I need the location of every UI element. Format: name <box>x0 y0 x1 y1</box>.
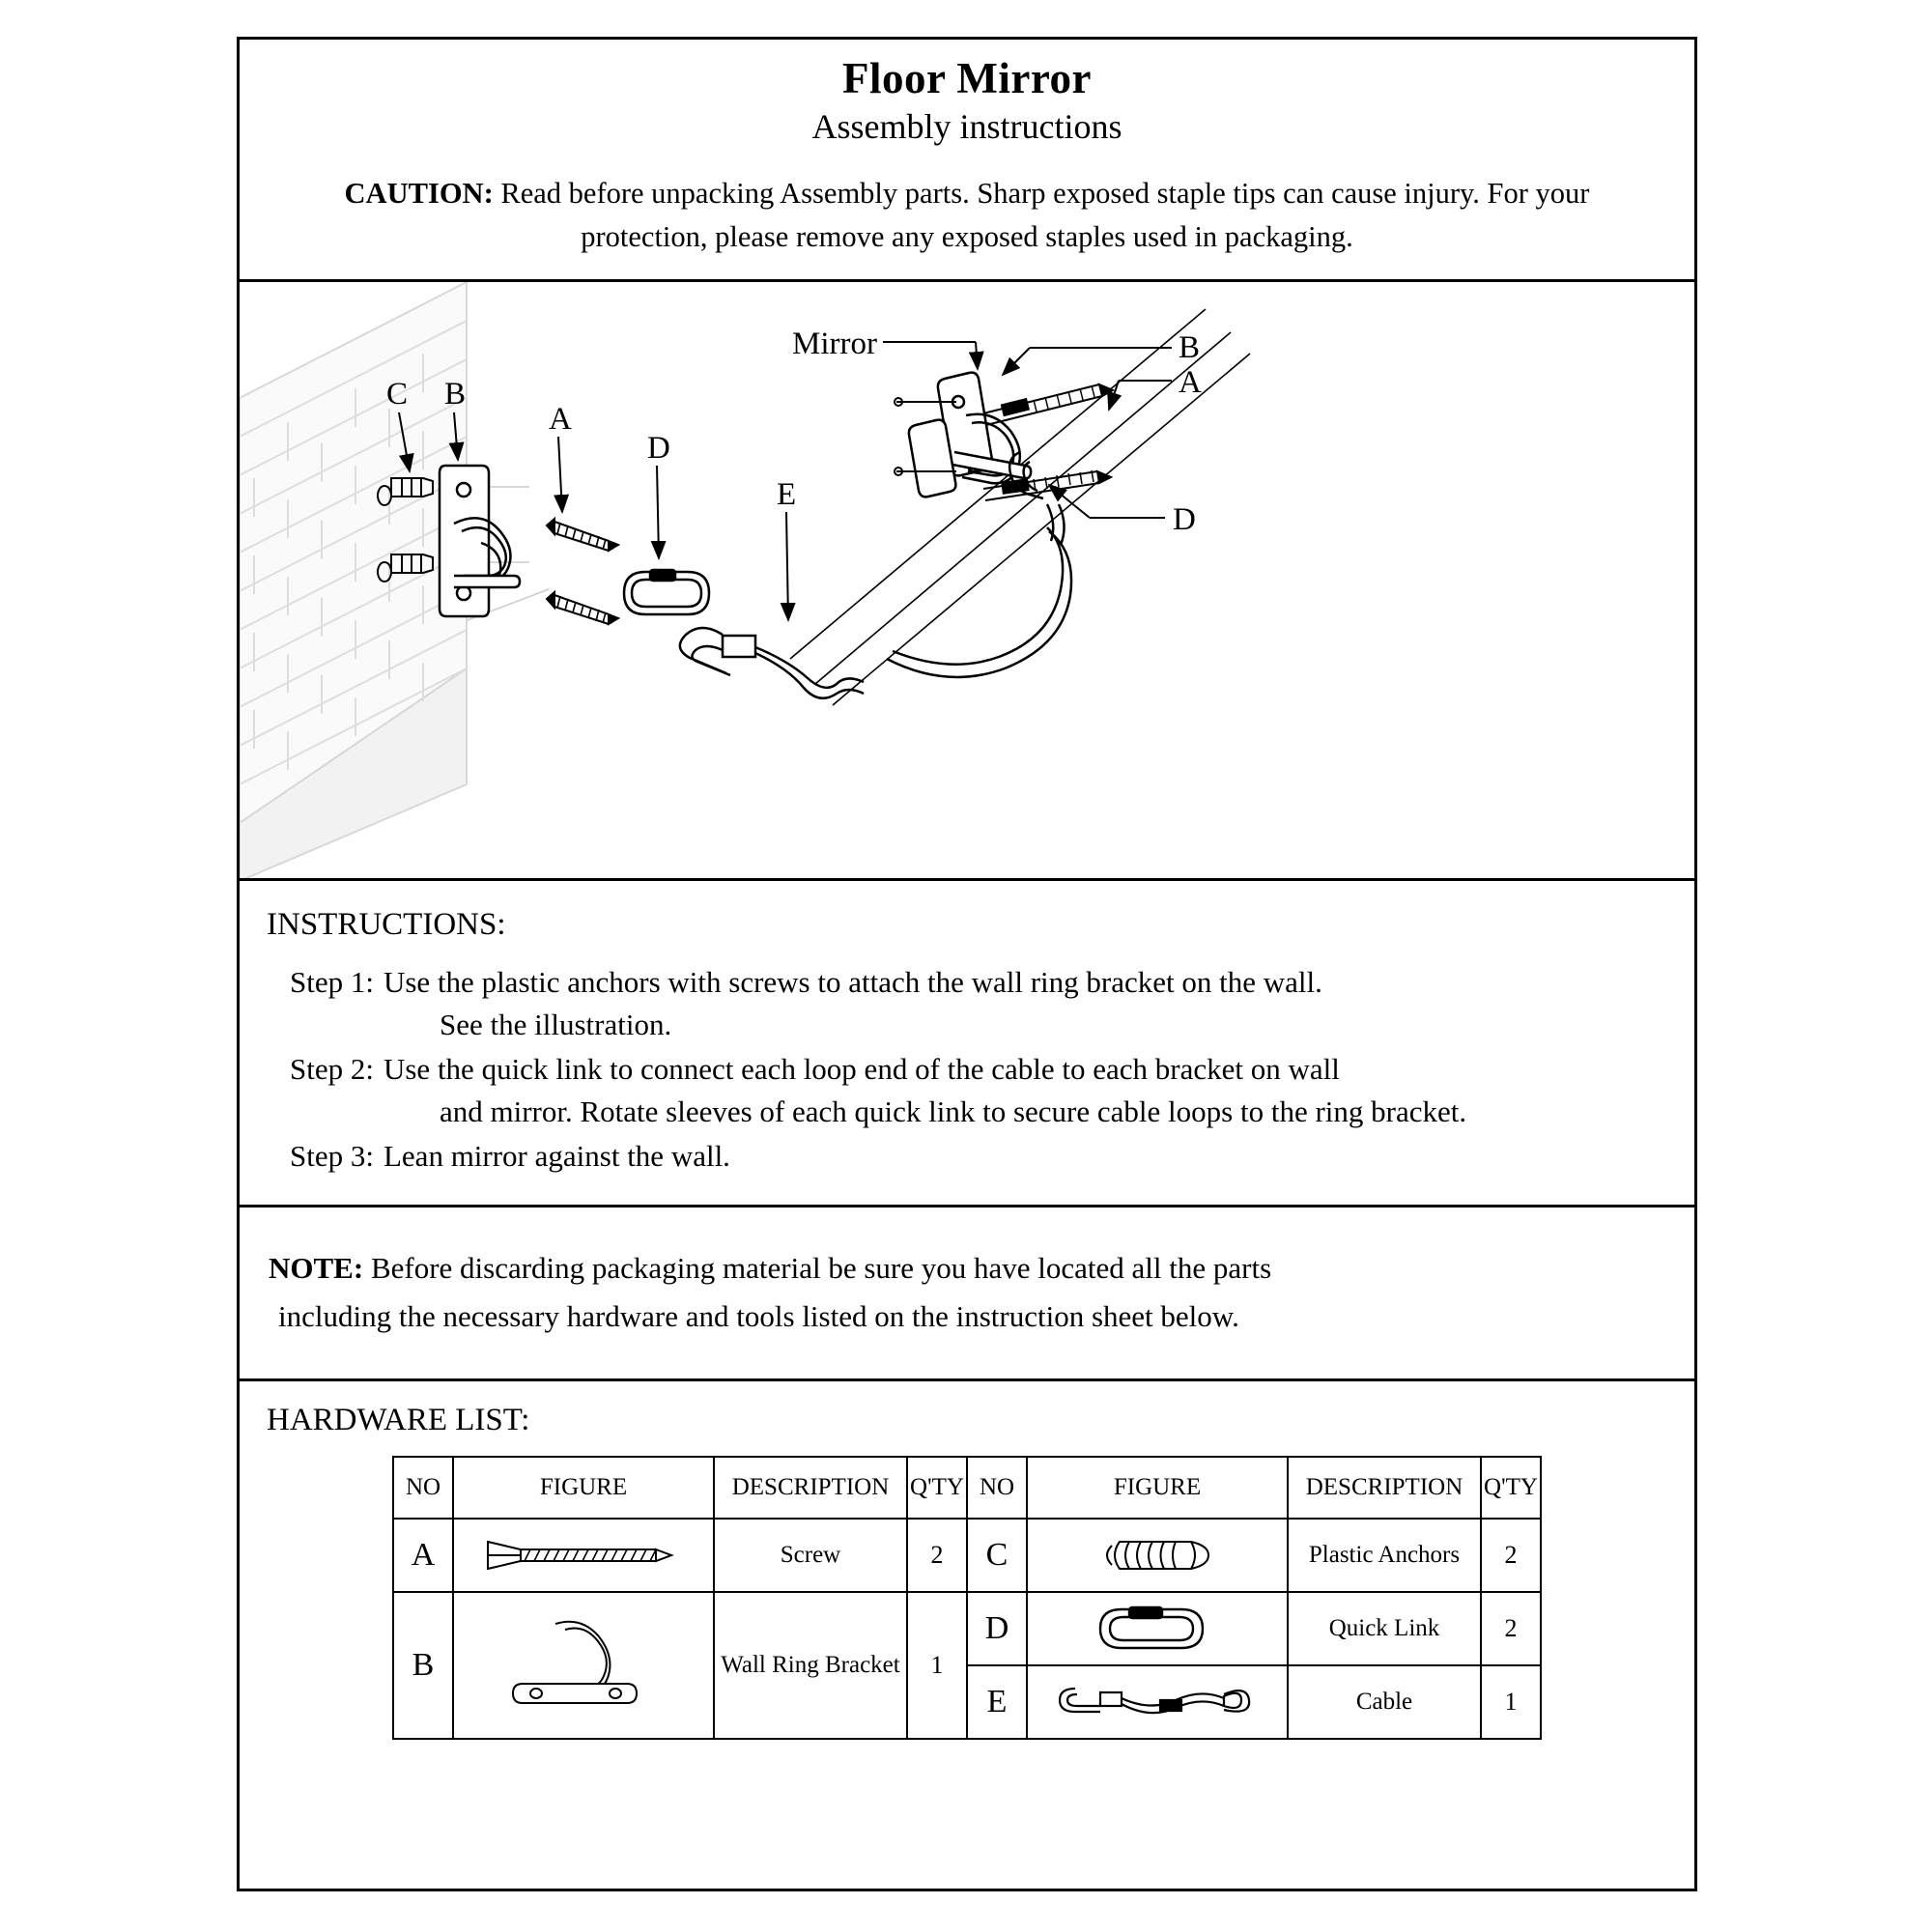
wall-ring-bracket-left <box>440 466 520 616</box>
label-b-left: B <box>444 377 467 412</box>
step-text: Use the plastic anchors with screws to attach the wall ring bracket on the wall. <box>383 964 1322 999</box>
row-no-b: B <box>393 1592 453 1739</box>
row-desc-e: Cable <box>1288 1665 1481 1739</box>
step-text-cont: and mirror. Rotate sleeves of each quick link to secure cable loops to the ring bracket. <box>439 1094 1467 1128</box>
cable-part <box>680 628 864 698</box>
page-subtitle: Assembly instructions <box>811 106 1122 146</box>
th-description-left: DESCRIPTION <box>714 1457 907 1519</box>
table-row <box>393 1519 1541 1592</box>
row-qty-e: 1 <box>1481 1665 1541 1739</box>
row-no-d: D <box>967 1592 1027 1665</box>
quick-link-figure <box>1027 1592 1288 1665</box>
label-b-right: B <box>1179 330 1201 365</box>
row-desc-a: Screw <box>714 1519 907 1592</box>
row-desc-b: Wall Ring Bracket <box>714 1592 907 1739</box>
row-qty-d: 2 <box>1481 1592 1541 1665</box>
cable-figure <box>1027 1665 1288 1739</box>
row-desc-d: Quick Link <box>1288 1592 1481 1665</box>
th-no-left: NO <box>393 1457 453 1519</box>
diagram-section <box>240 282 1694 881</box>
cable-right-segment <box>887 527 1071 677</box>
instructions-section <box>240 881 1694 1208</box>
step-label: Step 3: <box>290 1138 374 1173</box>
note-line1: Before discarding packaging material be sure you have located all the parts <box>363 1250 1272 1285</box>
label-c-left: C <box>386 377 409 412</box>
wall-ring-bracket-figure <box>453 1592 714 1739</box>
th-qty-right: Q'TY <box>1481 1457 1541 1519</box>
screw-figure <box>453 1519 714 1592</box>
table-row <box>393 1592 1541 1665</box>
plastic-anchor-figure <box>1027 1519 1288 1592</box>
table-header-row <box>393 1457 1541 1519</box>
step-text: Use the quick link to connect each loop end of the cable to each bracket on wall <box>383 1051 1340 1086</box>
note-line2: including the necessary hardware and tools listed on the instruction sheet below. <box>278 1298 1239 1333</box>
note-section <box>240 1208 1694 1381</box>
brick-wall <box>240 282 467 881</box>
step-label: Step 2: <box>290 1051 374 1086</box>
step-body <box>384 1048 1667 1133</box>
row-no-e: E <box>967 1665 1027 1739</box>
step-text-cont: See the illustration. <box>439 1007 672 1041</box>
label-a-right: A <box>1179 365 1202 400</box>
label-a-left: A <box>549 402 572 437</box>
assembly-diagram <box>240 282 1694 881</box>
step-label: Step 1: <box>290 964 374 999</box>
screw-left-2 <box>547 592 618 624</box>
page-title: Floor Mirror <box>842 54 1092 102</box>
caution-label: CAUTION: <box>344 176 494 210</box>
instructions-heading: INSTRUCTIONS: <box>267 907 506 942</box>
label-d-left: D <box>647 431 670 466</box>
step-text: Lean mirror against the wall. <box>383 1138 730 1173</box>
instruction-sheet <box>237 37 1697 1891</box>
row-desc-c: Plastic Anchors <box>1288 1519 1481 1592</box>
th-description-right: DESCRIPTION <box>1288 1457 1481 1519</box>
row-no-c: C <box>967 1519 1027 1592</box>
row-qty-a: 2 <box>907 1519 967 1592</box>
instruction-step <box>267 1048 1667 1133</box>
hardware-heading: HARDWARE LIST: <box>267 1403 530 1438</box>
caution-block <box>259 172 1675 270</box>
row-no-a: A <box>393 1519 453 1592</box>
label-d-right: D <box>1173 502 1196 537</box>
screw-left-1 <box>547 519 618 551</box>
row-qty-b: 1 <box>907 1592 967 1739</box>
hardware-table <box>392 1456 1542 1740</box>
step-body <box>384 1135 1667 1178</box>
row-qty-c: 2 <box>1481 1519 1541 1592</box>
hardware-section <box>240 1381 1694 1759</box>
diagram-labels <box>386 327 1202 537</box>
label-e-center: E <box>777 477 797 512</box>
label-mirror: Mirror <box>792 327 877 361</box>
screw-assembled-1 <box>983 384 1113 425</box>
header-section <box>240 40 1694 282</box>
instruction-step <box>267 1135 1667 1178</box>
step-body <box>384 961 1667 1046</box>
caution-text: Read before unpacking Assembly parts. Sharp exposed staple tips can cause injury. For your protection, please remove any exposed staples used in packaging. <box>493 176 1590 254</box>
th-qty-left: Q'TY <box>907 1457 967 1519</box>
note-label: NOTE: <box>269 1250 364 1285</box>
th-no-right: NO <box>967 1457 1027 1519</box>
instruction-step <box>267 961 1667 1046</box>
th-figure-right: FIGURE <box>1027 1457 1288 1519</box>
quick-link-left <box>624 570 709 614</box>
th-figure-left: FIGURE <box>453 1457 714 1519</box>
